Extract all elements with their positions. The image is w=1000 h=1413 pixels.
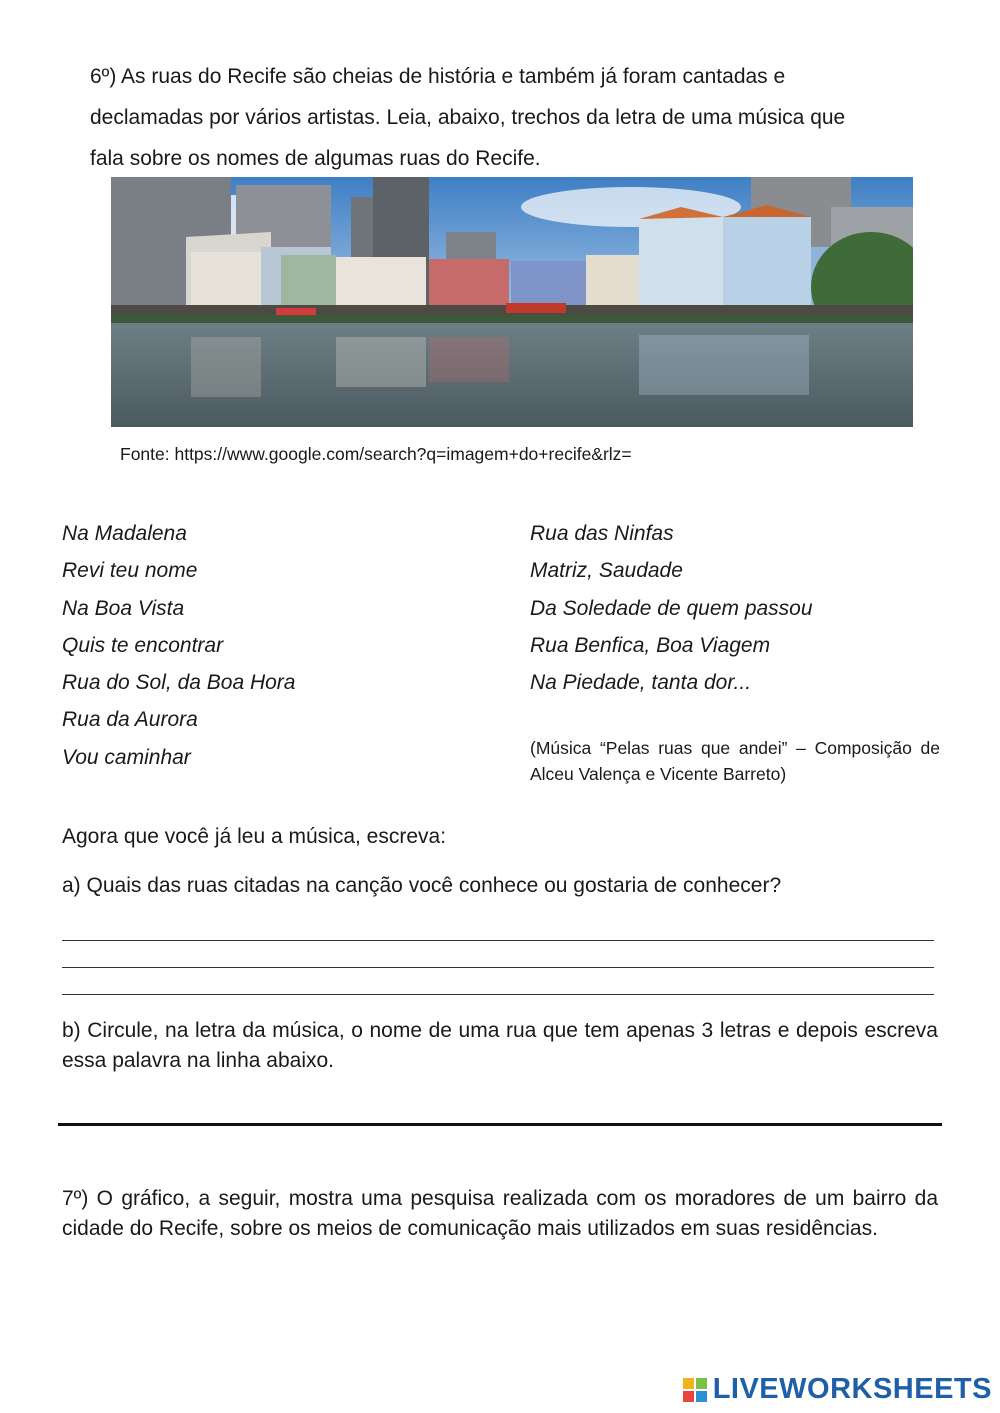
instruction-prompt: Agora que você já leu a música, escreva: — [62, 825, 447, 848]
lyric-line: Quis te encontrar — [62, 633, 224, 657]
lyric-line: Da Soledade de quem passou — [530, 596, 813, 620]
lyric-line: Rua do Sol, da Boa Hora — [62, 671, 296, 695]
lyric-line: Vou caminhar — [62, 745, 191, 769]
question-7: 7º) O gráfico, a seguir, mostra uma pesquisa realizada com os moradores de um bairro da cidade do Recife, sobre os meios de comunicação mais utilizados em suas residências. — [62, 1187, 938, 1240]
answer-line-a-3[interactable] — [62, 994, 934, 995]
recife-photo — [111, 177, 913, 427]
question-b: b) Circule, na letra da música, o nome de uma rua que tem apenas 3 letras e depois escreva essa palavra na linha abaixo. — [62, 1019, 938, 1072]
image-source-caption: Fonte: https://www.google.com/search?q=imagem+do+recife&rlz= — [120, 444, 632, 464]
question-6-line-1: 6º) As ruas do Recife são cheias de história e também já foram cantadas e — [90, 65, 786, 88]
liveworksheets-logo-icon — [683, 1378, 707, 1402]
song-credit: (Música “Pelas ruas que andei” – Composição de Alceu Valença e Vicente Barreto) — [530, 738, 940, 784]
lyric-line: Rua da Aurora — [62, 708, 198, 732]
lyric-line: Rua das Ninfas — [530, 522, 674, 545]
lyrics-left-column — [62, 515, 295, 776]
question-6-line-2: declamadas por vários artistas. Leia, abaixo, trechos da letra de uma música que — [90, 106, 846, 129]
recife-waterfront-illustration — [111, 177, 913, 427]
question-6-line-3: fala sobre os nomes de algumas ruas do Recife. — [90, 147, 541, 170]
question-a: a) Quais das ruas citadas na canção você conhece ou gostaria de conhecer? — [62, 874, 782, 897]
lyric-line: Na Piedade, tanta dor... — [530, 671, 752, 695]
lyric-line: Rua Benfica, Boa Viagem — [530, 633, 771, 657]
liveworksheets-wordmark: LIVEWORKSHEETS — [712, 1373, 992, 1405]
question-6-intro — [90, 56, 940, 179]
logo-square-green — [696, 1378, 707, 1389]
lyric-line: Matriz, Saudade — [530, 559, 683, 583]
liveworksheets-logo — [683, 1373, 992, 1406]
lyric-line: Na Boa Vista — [62, 596, 185, 620]
answer-line-b[interactable] — [58, 1123, 942, 1126]
logo-square-yellow — [683, 1378, 694, 1389]
answer-line-a-1[interactable] — [62, 940, 934, 941]
lyric-line: Revi teu nome — [62, 559, 198, 583]
lyric-line: Na Madalena — [62, 522, 187, 545]
answer-line-a-2[interactable] — [62, 967, 934, 968]
lyrics-right-column — [530, 515, 813, 701]
logo-square-blue — [696, 1391, 707, 1402]
logo-square-red — [683, 1391, 694, 1402]
